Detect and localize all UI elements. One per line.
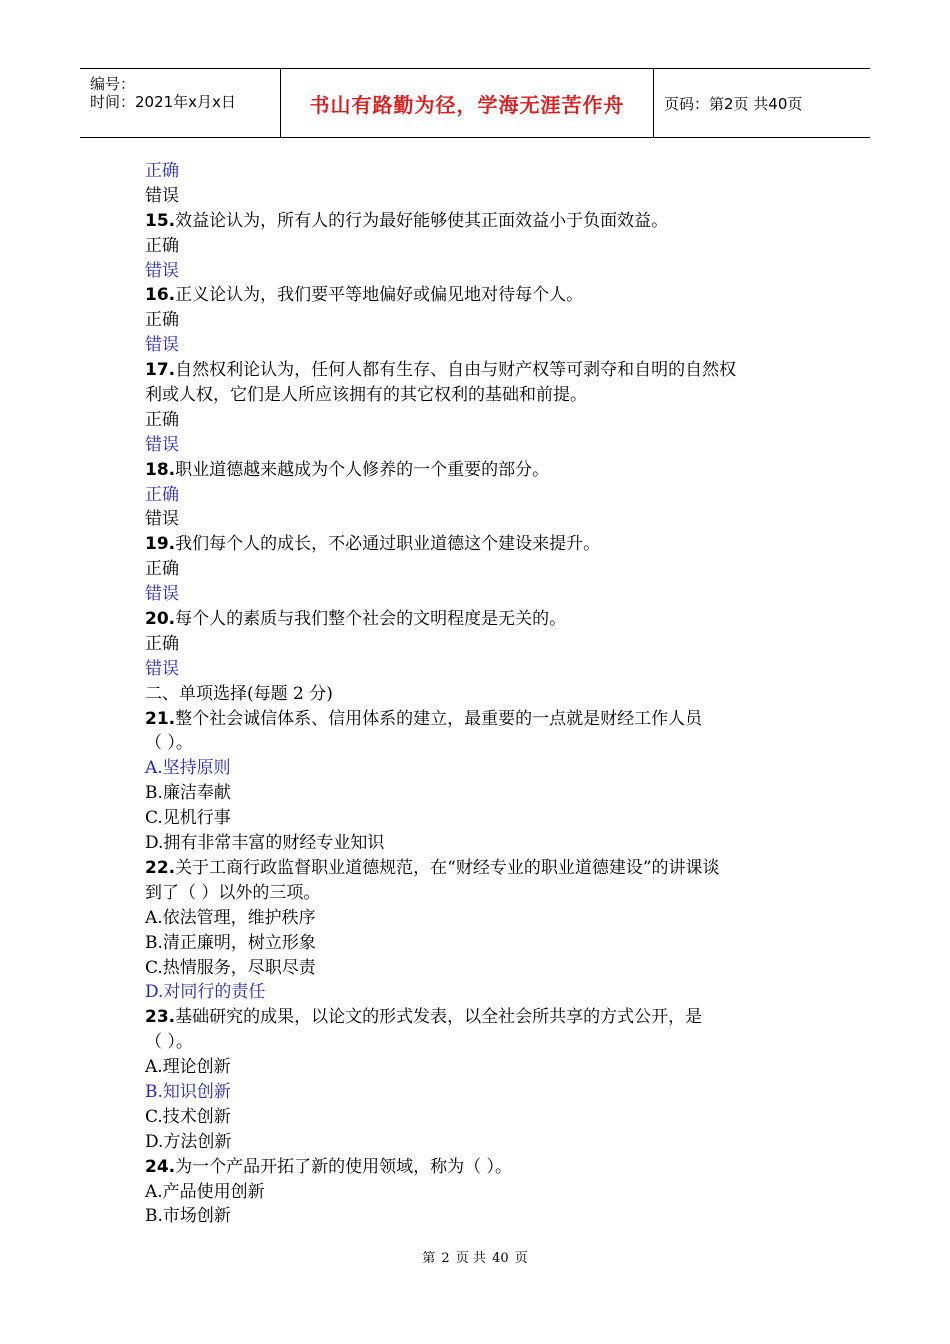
header-motto-cell	[281, 69, 654, 137]
text-line	[145, 756, 825, 781]
line-text: B.知识创新	[145, 1081, 231, 1102]
line-text: 职业道德越来越成为个人修养的一个重要的部分。	[175, 459, 550, 480]
line-text: 错误	[145, 509, 179, 530]
question-line	[145, 607, 825, 632]
question-line	[145, 856, 825, 881]
text-line	[145, 433, 825, 458]
page-footer	[0, 1247, 950, 1266]
line-text: A.依法管理，维护秩序	[145, 907, 316, 928]
text-line	[145, 781, 825, 806]
line-text: 错误	[145, 335, 179, 356]
question-number: 23.	[145, 1007, 176, 1028]
header-meta-cell	[80, 69, 281, 137]
line-text: 我们每个人的成长，不必通过职业道德这个建设来提升。	[175, 534, 601, 555]
line-text: 每个人的素质与我们整个社会的文明程度是无关的。	[175, 609, 567, 630]
question-number: 17.	[145, 360, 176, 381]
line-text: 利或人权，它们是人所应该拥有的其它权利的基础和前提。	[145, 385, 587, 406]
document-number-label: 编号：	[90, 75, 136, 93]
text-line	[145, 731, 825, 756]
question-line	[145, 209, 825, 234]
line-text: 正确	[145, 409, 179, 430]
footer-mid: 页 共	[455, 1251, 486, 1266]
line-text: B.市场创新	[145, 1206, 231, 1227]
line-text: 到了（ ）以外的三项。	[145, 882, 321, 903]
text-line	[145, 507, 825, 532]
text-line	[145, 1080, 825, 1105]
footer-total-pages: 40	[492, 1251, 509, 1266]
question-line	[145, 458, 825, 483]
line-text: A.产品使用创新	[145, 1181, 265, 1202]
question-line	[145, 358, 825, 383]
text-line	[145, 632, 825, 657]
question-line	[145, 283, 825, 308]
line-text: A.理论创新	[145, 1057, 231, 1078]
text-line	[145, 881, 825, 906]
text-line	[145, 831, 825, 856]
text-line	[145, 408, 825, 433]
line-text: D.拥有非常丰富的财经专业知识	[145, 833, 385, 854]
line-text: B.清正廉明，树立形象	[145, 932, 316, 953]
text-line	[145, 931, 825, 956]
text-line	[145, 956, 825, 981]
question-line	[145, 532, 825, 557]
line-text: 错误	[145, 658, 179, 679]
line-text: D.方法创新	[145, 1131, 232, 1152]
footer-suffix: 页	[514, 1251, 528, 1266]
line-text: C.热情服务，尽职尽责	[145, 957, 316, 978]
line-text: C.见机行事	[145, 808, 231, 829]
text-line	[145, 582, 825, 607]
line-text: 错误	[145, 584, 179, 605]
text-line	[145, 259, 825, 284]
line-text: 二、单项选择(每题 2 分)	[145, 683, 333, 704]
line-text: C.技术创新	[145, 1106, 231, 1127]
question-number: 22.	[145, 857, 176, 878]
question-line	[145, 707, 825, 732]
text-line	[145, 806, 825, 831]
text-line	[145, 657, 825, 682]
text-line	[145, 234, 825, 259]
text-line	[145, 557, 825, 582]
text-line	[145, 682, 825, 707]
page-header	[80, 68, 870, 138]
text-line	[145, 1204, 825, 1229]
text-line	[145, 483, 825, 508]
document-time-label: 时间：2021年x月x日	[90, 93, 236, 111]
question-number: 24.	[145, 1156, 176, 1177]
text-line	[145, 980, 825, 1005]
line-text: 正确	[145, 310, 179, 331]
line-text: A.坚持原则	[145, 758, 231, 779]
line-text: （ ）。	[145, 1032, 193, 1053]
line-text: 正义论认为，我们要平等地偏好或偏见地对待每个人。	[175, 285, 584, 306]
document-body	[145, 159, 825, 1229]
question-number: 15.	[145, 210, 176, 231]
line-text: D.对同行的责任	[145, 982, 266, 1003]
line-text: 错误	[145, 434, 179, 455]
text-line	[145, 308, 825, 333]
line-text: 基础研究的成果，以论文的形式发表，以全社会所共享的方式公开，是	[175, 1007, 703, 1028]
text-line	[145, 906, 825, 931]
line-text: 为一个产品开拓了新的使用领域，称为（ ）。	[175, 1156, 513, 1177]
text-line	[145, 1055, 825, 1080]
line-text: 效益论认为，所有人的行为最好能够使其正面效益小于负面效益。	[175, 210, 669, 231]
header-motto: 书山有路勤为径，学海无涯苦作舟	[309, 92, 625, 117]
text-line	[145, 159, 825, 184]
line-text: 关于工商行政监督职业道德规范，在“财经专业的职业道德建设”的讲课谈	[175, 857, 720, 878]
line-text: 错误	[145, 185, 179, 206]
line-text: 正确	[145, 633, 179, 654]
text-line	[145, 333, 825, 358]
footer-prefix: 第	[422, 1251, 436, 1266]
footer-page-number: 2	[441, 1251, 450, 1266]
question-number: 19.	[145, 534, 176, 555]
line-text: 正确	[145, 484, 179, 505]
question-line	[145, 1005, 825, 1030]
question-number: 16.	[145, 285, 176, 306]
line-text: 正确	[145, 235, 179, 256]
line-text: （ ）。	[145, 733, 193, 754]
text-line	[145, 1030, 825, 1055]
header-page-label: 页码：第2页 共40页	[664, 94, 803, 113]
line-text: 整个社会诚信体系、信用体系的建立，最重要的一点就是财经工作人员	[175, 708, 703, 729]
line-text: 正确	[145, 161, 179, 181]
line-text: 错误	[145, 260, 179, 281]
text-line	[145, 1180, 825, 1205]
text-line	[145, 383, 825, 408]
line-text: B.廉洁奉献	[145, 783, 231, 804]
line-text: 自然权利论认为，任何人都有生存、自由与财产权等可剥夺和自明的自然权	[175, 360, 737, 381]
question-number: 21.	[145, 708, 176, 729]
question-number: 20.	[145, 609, 176, 630]
text-line	[145, 1130, 825, 1155]
question-number: 18.	[145, 459, 176, 480]
line-text: 正确	[145, 559, 179, 580]
question-line	[145, 1155, 825, 1180]
text-line	[145, 1105, 825, 1130]
text-line	[145, 184, 825, 209]
